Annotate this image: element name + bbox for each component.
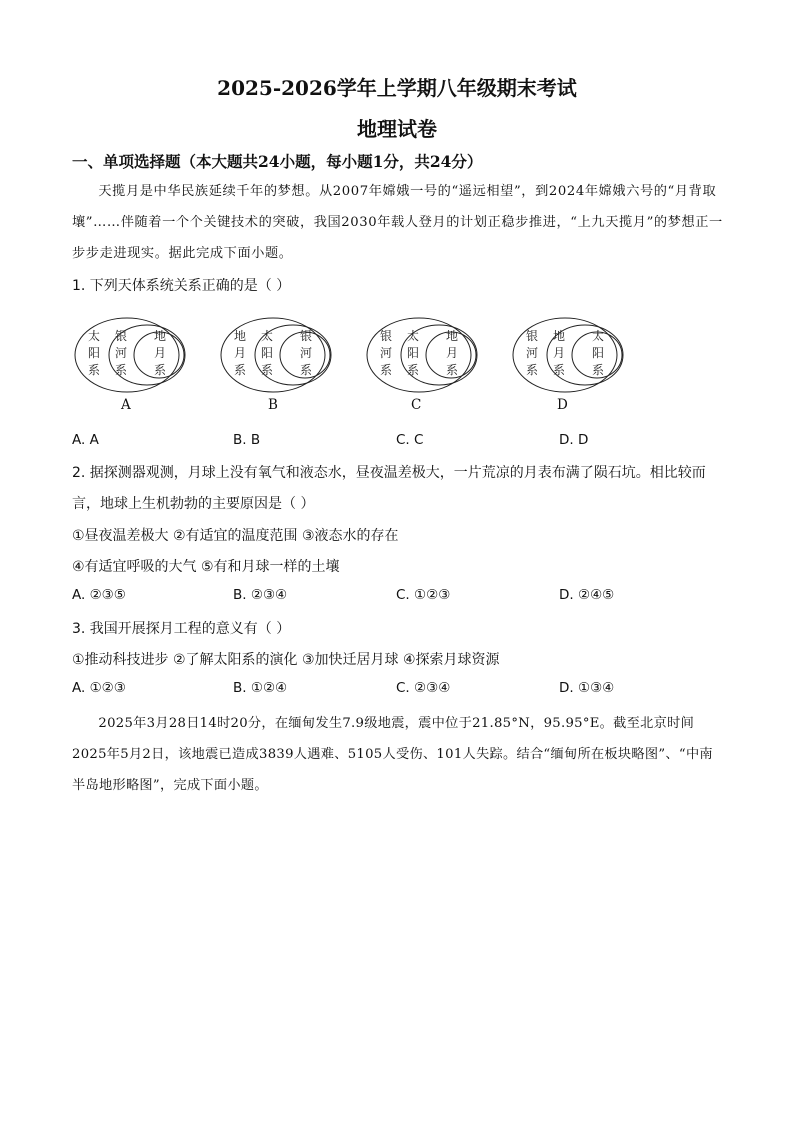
- q3-option-a[interactable]: A. ①②③: [72, 680, 126, 696]
- q2-option-c[interactable]: C. ①②③: [396, 587, 451, 603]
- diagram-outer-label-char: 银: [525, 329, 539, 343]
- q3-stem: 3. 我国开展探月工程的意义有（ ）: [72, 621, 291, 637]
- diagram-inner-label-char: 地: [153, 329, 167, 343]
- diagram-middle-label-char: 系: [114, 363, 128, 377]
- q1-stem: 1. 下列天体系统关系正确的是（ ）: [72, 278, 291, 294]
- diagram-middle-label-char: 地: [552, 329, 566, 343]
- diagram-middle-label-char: 太: [260, 329, 274, 343]
- diagram-label-d: D: [557, 397, 568, 413]
- q2-option-a[interactable]: A. ②③⑤: [72, 587, 126, 603]
- q1-option-b[interactable]: B. B: [233, 432, 261, 448]
- diagram-outer-label-char: 银: [379, 329, 393, 343]
- diagram-outer-label-char: 河: [379, 346, 393, 360]
- diagram-outer-label-char: 月: [233, 346, 247, 360]
- diagram-outer-label-char: 系: [87, 363, 101, 377]
- diagram-d: [513, 318, 623, 392]
- diagram-inner-label-char: 阳: [591, 346, 605, 360]
- q3-choices: ①推动科技进步 ②了解太阳系的演化 ③加快迁居月球 ④探索月球资源: [72, 652, 500, 668]
- q2-option-d[interactable]: D. ②④⑤: [559, 587, 615, 603]
- exam-title: 2025-2026学年上学期八年级期末考试: [217, 76, 577, 100]
- q2-stem-line1: 2. 据探测器观测，月球上没有氧气和液态水，昼夜温差极大，一片荒凉的月表布满了陨石坑。相比较而: [72, 465, 706, 481]
- q3-option-b[interactable]: B. ①②④: [233, 680, 288, 696]
- diagram-middle-label-char: 系: [552, 363, 566, 377]
- diagram-middle-label-char: 河: [114, 346, 128, 360]
- diagram-inner-label-char: 月: [445, 346, 459, 360]
- diagram-middle-label-char: 阳: [406, 346, 420, 360]
- diagram-middle-label-char: 系: [406, 363, 420, 377]
- q1-option-a[interactable]: A. A: [72, 432, 99, 448]
- diagram-b: [221, 318, 331, 392]
- diagram-inner-label-char: 地: [445, 329, 459, 343]
- section-heading: 一、单项选择题（本大题共24小题，每小题1分，共24分）: [72, 152, 483, 171]
- diagram-label-a: A: [121, 397, 131, 413]
- q2-choices-line1: ①昼夜温差极大 ②有适宜的温度范围 ③液态水的存在: [72, 528, 399, 544]
- diagram-middle-label-char: 月: [552, 346, 566, 360]
- q1-option-c[interactable]: C. C: [396, 432, 424, 448]
- diagram-middle-label-char: 太: [406, 329, 420, 343]
- diagram-outer-label-char: 河: [525, 346, 539, 360]
- diagram-inner-label-char: 太: [591, 329, 605, 343]
- diagram-outer-label-char: 地: [233, 329, 247, 343]
- intro-passage: 天揽月是中华民族延续千年的梦想。从2007年嫦娥一号的“遥远相望”，到2024年嫦娥六号的“月背取壤”……伴随着一个个关键技术的突破，我国2030年载人登月的计划正稳步推进，“上九天揽月”的梦想正一步步走进现实。据此完成下面小题。: [72, 184, 723, 261]
- diagram-middle-label-char: 系: [260, 363, 274, 377]
- diagram-outer-label-char: 系: [233, 363, 247, 377]
- q2-choices-line2: ④有适宜呼吸的大气 ⑤有和月球一样的土壤: [72, 559, 340, 575]
- diagram-inner-label-char: 系: [153, 363, 167, 377]
- diagram-middle-label-char: 阳: [260, 346, 274, 360]
- exam-subtitle: 地理试卷: [357, 117, 437, 141]
- diagram-label-b: B: [268, 397, 278, 413]
- diagram-inner-label-char: 月: [153, 346, 167, 360]
- q1-diagrams: [72, 310, 732, 400]
- diagram-inner-label-char: 河: [299, 346, 313, 360]
- q3-option-d[interactable]: D. ①③④: [559, 680, 615, 696]
- diagram-inner-label-char: 银: [299, 329, 313, 343]
- diagram-outer-label-char: 阳: [87, 346, 101, 360]
- diagram-outer-label-char: 系: [525, 363, 539, 377]
- q1-option-d[interactable]: D. D: [559, 432, 589, 448]
- diagram-middle-label-char: 银: [114, 329, 128, 343]
- diagram-inner-label-char: 系: [299, 363, 313, 377]
- diagram-c: [367, 318, 477, 392]
- diagram-a: [75, 318, 185, 392]
- diagram-outer-label-char: 系: [379, 363, 393, 377]
- diagram-inner-label-char: 系: [591, 363, 605, 377]
- diagram-outer-label-char: 太: [87, 329, 101, 343]
- earthquake-passage: 2025年3月28日14时20分，在缅甸发生7.9级地震，震中位于21.85°N，95.95°E。截至北京时间2025年5月2日，该地震已造成3839人遇难、5105人受伤、101人失踪。结合“缅甸所在板块略图”、“中南半岛地形略图”，完成下面小题。: [72, 716, 713, 793]
- diagram-label-c: C: [411, 397, 422, 413]
- q2-stem-line2: 言，地球上生机勃勃的主要原因是（ ）: [72, 496, 315, 512]
- q3-option-c[interactable]: C. ②③④: [396, 680, 451, 696]
- diagram-inner-label-char: 系: [445, 363, 459, 377]
- q2-option-b[interactable]: B. ②③④: [233, 587, 288, 603]
